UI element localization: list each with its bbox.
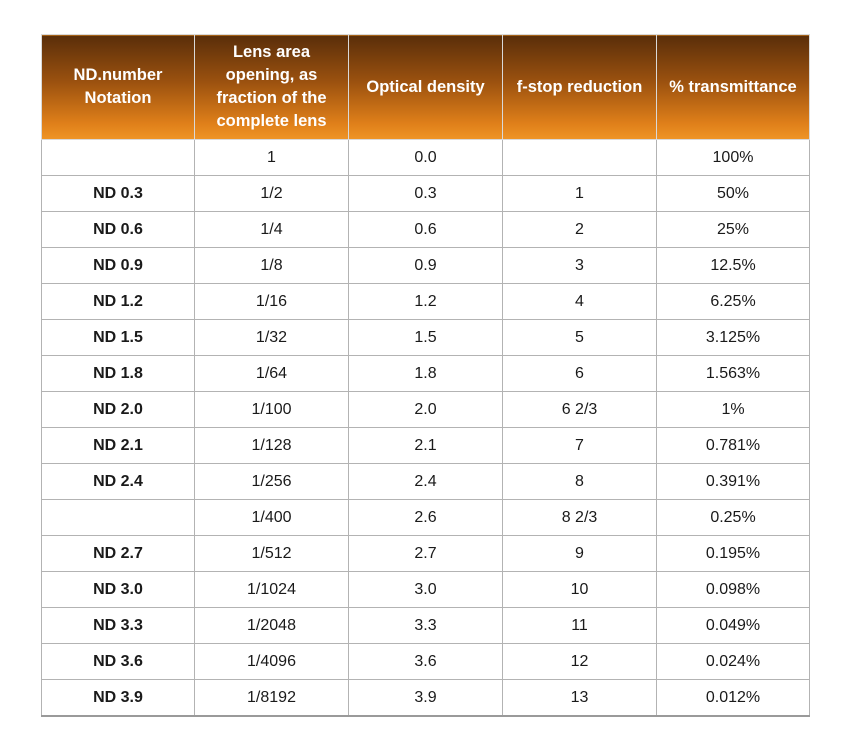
transmittance-cell: 1% bbox=[657, 392, 810, 428]
optical-density-cell: 0.3 bbox=[349, 176, 503, 212]
transmittance-cell: 0.012% bbox=[657, 680, 810, 717]
lens-fraction-cell: 1/64 bbox=[195, 356, 349, 392]
header-f-stop-reduction: f-stop reduction bbox=[503, 35, 657, 140]
optical-density-cell: 3.9 bbox=[349, 680, 503, 717]
lens-fraction-cell: 1/400 bbox=[195, 500, 349, 536]
header-optical-density: Optical density bbox=[349, 35, 503, 140]
optical-density-cell: 1.5 bbox=[349, 320, 503, 356]
nd-notation-cell: ND 2.1 bbox=[42, 428, 195, 464]
transmittance-cell: 12.5% bbox=[657, 248, 810, 284]
nd-filter-table bbox=[41, 34, 810, 717]
transmittance-cell: 0.098% bbox=[657, 572, 810, 608]
optical-density-cell: 2.7 bbox=[349, 536, 503, 572]
nd-notation-cell: ND 3.9 bbox=[42, 680, 195, 717]
nd-notation-cell: ND 1.8 bbox=[42, 356, 195, 392]
lens-fraction-cell: 1/2 bbox=[195, 176, 349, 212]
f-stop-cell: 9 bbox=[503, 536, 657, 572]
transmittance-cell: 25% bbox=[657, 212, 810, 248]
lens-fraction-cell: 1/2048 bbox=[195, 608, 349, 644]
nd-notation-cell: ND 2.7 bbox=[42, 536, 195, 572]
table-row bbox=[42, 536, 810, 572]
table-row bbox=[42, 356, 810, 392]
nd-notation-cell bbox=[42, 140, 195, 176]
table-row bbox=[42, 680, 810, 717]
table-row bbox=[42, 428, 810, 464]
lens-fraction-cell: 1/32 bbox=[195, 320, 349, 356]
nd-notation-cell: ND 0.3 bbox=[42, 176, 195, 212]
optical-density-cell: 0.0 bbox=[349, 140, 503, 176]
nd-notation-cell: ND 0.6 bbox=[42, 212, 195, 248]
lens-fraction-cell: 1/4096 bbox=[195, 644, 349, 680]
table-row bbox=[42, 392, 810, 428]
lens-fraction-cell: 1/128 bbox=[195, 428, 349, 464]
f-stop-cell: 5 bbox=[503, 320, 657, 356]
transmittance-cell: 0.024% bbox=[657, 644, 810, 680]
lens-fraction-cell: 1 bbox=[195, 140, 349, 176]
transmittance-cell: 100% bbox=[657, 140, 810, 176]
lens-fraction-cell: 1/100 bbox=[195, 392, 349, 428]
table-header bbox=[42, 35, 810, 140]
optical-density-cell: 2.6 bbox=[349, 500, 503, 536]
f-stop-cell: 3 bbox=[503, 248, 657, 284]
lens-fraction-cell: 1/1024 bbox=[195, 572, 349, 608]
f-stop-cell: 13 bbox=[503, 680, 657, 717]
header-lens-area-fraction: Lens area opening, as fraction of the complete lens bbox=[195, 35, 349, 140]
nd-notation-cell: ND 1.2 bbox=[42, 284, 195, 320]
table-row bbox=[42, 608, 810, 644]
f-stop-cell: 8 bbox=[503, 464, 657, 500]
optical-density-cell: 3.0 bbox=[349, 572, 503, 608]
transmittance-cell: 1.563% bbox=[657, 356, 810, 392]
optical-density-cell: 3.3 bbox=[349, 608, 503, 644]
lens-fraction-cell: 1/256 bbox=[195, 464, 349, 500]
lens-fraction-cell: 1/4 bbox=[195, 212, 349, 248]
lens-fraction-cell: 1/512 bbox=[195, 536, 349, 572]
table-row bbox=[42, 140, 810, 176]
optical-density-cell: 1.8 bbox=[349, 356, 503, 392]
f-stop-cell: 7 bbox=[503, 428, 657, 464]
nd-notation-cell: ND 0.9 bbox=[42, 248, 195, 284]
nd-notation-cell: ND 3.3 bbox=[42, 608, 195, 644]
f-stop-cell: 8 2/3 bbox=[503, 500, 657, 536]
f-stop-cell: 6 2/3 bbox=[503, 392, 657, 428]
f-stop-cell: 11 bbox=[503, 608, 657, 644]
table-row bbox=[42, 572, 810, 608]
header-transmittance: % transmittance bbox=[657, 35, 810, 140]
transmittance-cell: 0.781% bbox=[657, 428, 810, 464]
lens-fraction-cell: 1/8 bbox=[195, 248, 349, 284]
table-row bbox=[42, 284, 810, 320]
optical-density-cell: 0.9 bbox=[349, 248, 503, 284]
table-row bbox=[42, 644, 810, 680]
table-body bbox=[42, 140, 810, 717]
lens-fraction-cell: 1/16 bbox=[195, 284, 349, 320]
f-stop-cell: 12 bbox=[503, 644, 657, 680]
table-row bbox=[42, 176, 810, 212]
optical-density-cell: 2.0 bbox=[349, 392, 503, 428]
f-stop-cell: 10 bbox=[503, 572, 657, 608]
nd-notation-cell bbox=[42, 500, 195, 536]
transmittance-cell: 6.25% bbox=[657, 284, 810, 320]
nd-notation-cell: ND 2.4 bbox=[42, 464, 195, 500]
f-stop-cell: 1 bbox=[503, 176, 657, 212]
optical-density-cell: 3.6 bbox=[349, 644, 503, 680]
table-row bbox=[42, 500, 810, 536]
table-row bbox=[42, 320, 810, 356]
optical-density-cell: 2.1 bbox=[349, 428, 503, 464]
nd-notation-cell: ND 2.0 bbox=[42, 392, 195, 428]
nd-notation-cell: ND 3.6 bbox=[42, 644, 195, 680]
transmittance-cell: 0.049% bbox=[657, 608, 810, 644]
f-stop-cell: 2 bbox=[503, 212, 657, 248]
optical-density-cell: 0.6 bbox=[349, 212, 503, 248]
optical-density-cell: 2.4 bbox=[349, 464, 503, 500]
nd-notation-cell: ND 1.5 bbox=[42, 320, 195, 356]
transmittance-cell: 0.391% bbox=[657, 464, 810, 500]
lens-fraction-cell: 1/8192 bbox=[195, 680, 349, 717]
transmittance-cell: 0.25% bbox=[657, 500, 810, 536]
f-stop-cell: 4 bbox=[503, 284, 657, 320]
optical-density-cell: 1.2 bbox=[349, 284, 503, 320]
table-row bbox=[42, 248, 810, 284]
f-stop-cell bbox=[503, 140, 657, 176]
table-row bbox=[42, 464, 810, 500]
nd-notation-cell: ND 3.0 bbox=[42, 572, 195, 608]
transmittance-cell: 50% bbox=[657, 176, 810, 212]
transmittance-cell: 0.195% bbox=[657, 536, 810, 572]
header-row bbox=[42, 35, 810, 140]
f-stop-cell: 6 bbox=[503, 356, 657, 392]
table-row bbox=[42, 212, 810, 248]
header-nd-notation: ND.number Notation bbox=[42, 35, 195, 140]
transmittance-cell: 3.125% bbox=[657, 320, 810, 356]
